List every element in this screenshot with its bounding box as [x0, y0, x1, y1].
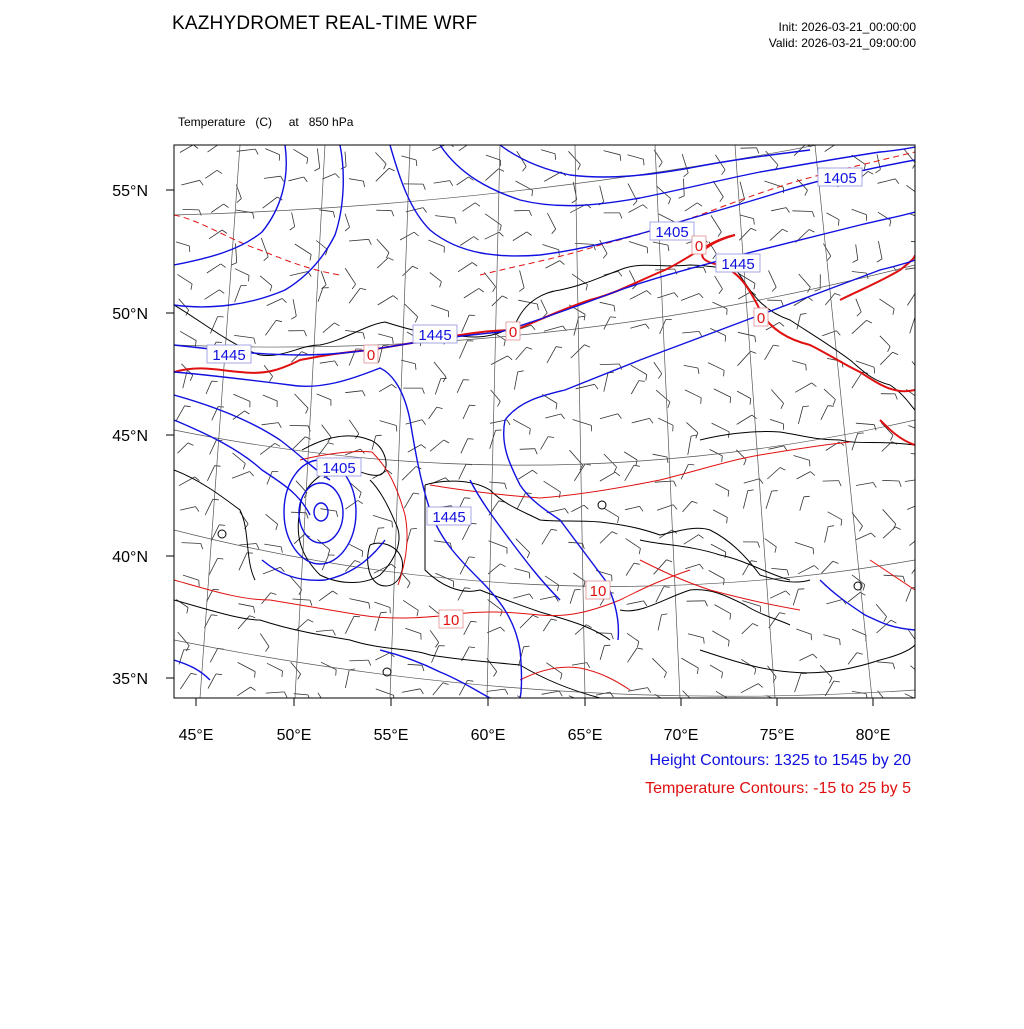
field-temperature: Temperature (C) at 850 hPa [178, 114, 353, 130]
wind-barb-flag [724, 370, 725, 376]
init-time: Init: 2026-03-21_00:00:00 [769, 19, 916, 35]
temperature-label: 10 [590, 583, 607, 600]
wind-barb-flag [929, 455, 931, 461]
wind-barb-flag [922, 267, 925, 272]
lon-label-60: 60°E [471, 727, 506, 744]
wind-barb-flag [917, 399, 919, 405]
wind-barb-flag [920, 504, 924, 508]
height-label-box [716, 254, 760, 273]
wind-barb-flag [336, 670, 337, 676]
wind-barb-flag [215, 466, 221, 467]
temperature-label-box [754, 308, 768, 327]
temperature-label: 0 [757, 310, 765, 327]
wind-barb-flag [669, 703, 670, 709]
lon-label-45: 45°E [179, 727, 214, 744]
height-label: 1405 [655, 224, 688, 241]
lon-ticks [196, 698, 873, 706]
lat-label-50: 50°N [112, 306, 148, 323]
valid-time: Valid: 2026-03-21_09:00:00 [769, 35, 916, 51]
wind-barb-flag [701, 398, 702, 404]
wind-barb-flag [396, 426, 397, 432]
wind-barb-flag [828, 406, 834, 407]
lon-label-50: 50°E [277, 727, 312, 744]
lat-label-40: 40°N [112, 549, 148, 566]
height-label-box [317, 458, 361, 477]
height-label: 1445 [432, 509, 465, 526]
wind-barb-flag [930, 244, 932, 250]
wind-barb-flag [841, 141, 846, 145]
wind-barb-flag [378, 528, 384, 529]
temperature-label: 10 [443, 612, 460, 629]
temperature-label-box [586, 581, 610, 600]
height-label-box [818, 168, 862, 187]
wind-barb-flag [610, 317, 616, 318]
wind-barb-flag [555, 154, 556, 160]
lat-ticks [166, 190, 174, 678]
temperature-label: 0 [367, 347, 375, 364]
temperature-label-box [364, 345, 378, 364]
wind-barb-flag [249, 275, 250, 281]
lon-label-65: 65°E [568, 727, 603, 744]
wind-barb-flag [354, 616, 360, 617]
lat-label-35: 35°N [112, 671, 148, 688]
height-label-box [650, 222, 694, 241]
temperature-label: 0 [695, 238, 703, 255]
lat-label-45: 45°N [112, 428, 148, 445]
lon-label-55: 55°E [374, 727, 409, 744]
wind-barb-flag [728, 699, 729, 705]
wind-barb-flag [464, 498, 470, 499]
lon-label-75: 75°E [760, 727, 795, 744]
wind-barb [823, 481, 839, 482]
wind-barb [376, 210, 391, 211]
wind-barb-flag [918, 195, 920, 201]
temperature-legend: Temperature Contours: -15 to 25 by 5 [645, 780, 911, 798]
lon-label-70: 70°E [664, 727, 699, 744]
height-label: 1405 [823, 170, 856, 187]
wind-barb-flag [804, 496, 810, 497]
wind-barb-flag [213, 499, 219, 500]
wind-barb-flag [921, 479, 924, 484]
height-legend: Height Contours: 1325 to 1545 by 20 [649, 752, 911, 770]
wind-barb-flag [529, 704, 530, 710]
height-label: 1445 [212, 347, 245, 364]
wind-barb-flag [688, 464, 694, 465]
temperature-label-box [506, 322, 520, 341]
wind-barb-flag [644, 159, 645, 165]
map-title: KAZHYDROMET REAL-TIME WRF [172, 13, 478, 35]
wind-barb [183, 209, 200, 210]
wind-barb-flag [886, 706, 889, 711]
height-label: 1445 [721, 256, 754, 273]
wind-barb-flag [916, 645, 919, 650]
wind-barb-flag [692, 703, 695, 709]
wind-barb-flag [604, 645, 610, 646]
wind-barb-flag [922, 677, 924, 683]
lon-label-80: 80°E [856, 727, 891, 744]
wind-barb-flag [922, 560, 928, 562]
temperature-label: 0 [509, 324, 517, 341]
wind-barb-flag [924, 534, 929, 537]
wind-barb-flag [324, 707, 328, 712]
wind-barb-flag [362, 551, 363, 557]
wind-barb-flag [475, 140, 480, 143]
temperature-label-box [692, 236, 706, 255]
height-label-box [427, 507, 471, 526]
height-label: 1405 [322, 460, 355, 477]
height-label-box [207, 345, 251, 364]
wind-barb-flag [223, 141, 228, 144]
wind-barb-flag [916, 293, 922, 294]
wind-barb-flag [730, 397, 731, 403]
temperature-label-box [439, 610, 463, 629]
wind-barb-flag [920, 375, 923, 380]
height-label: 1445 [418, 327, 451, 344]
lat-label-55: 55°N [112, 183, 148, 200]
height-label-box [413, 325, 457, 344]
